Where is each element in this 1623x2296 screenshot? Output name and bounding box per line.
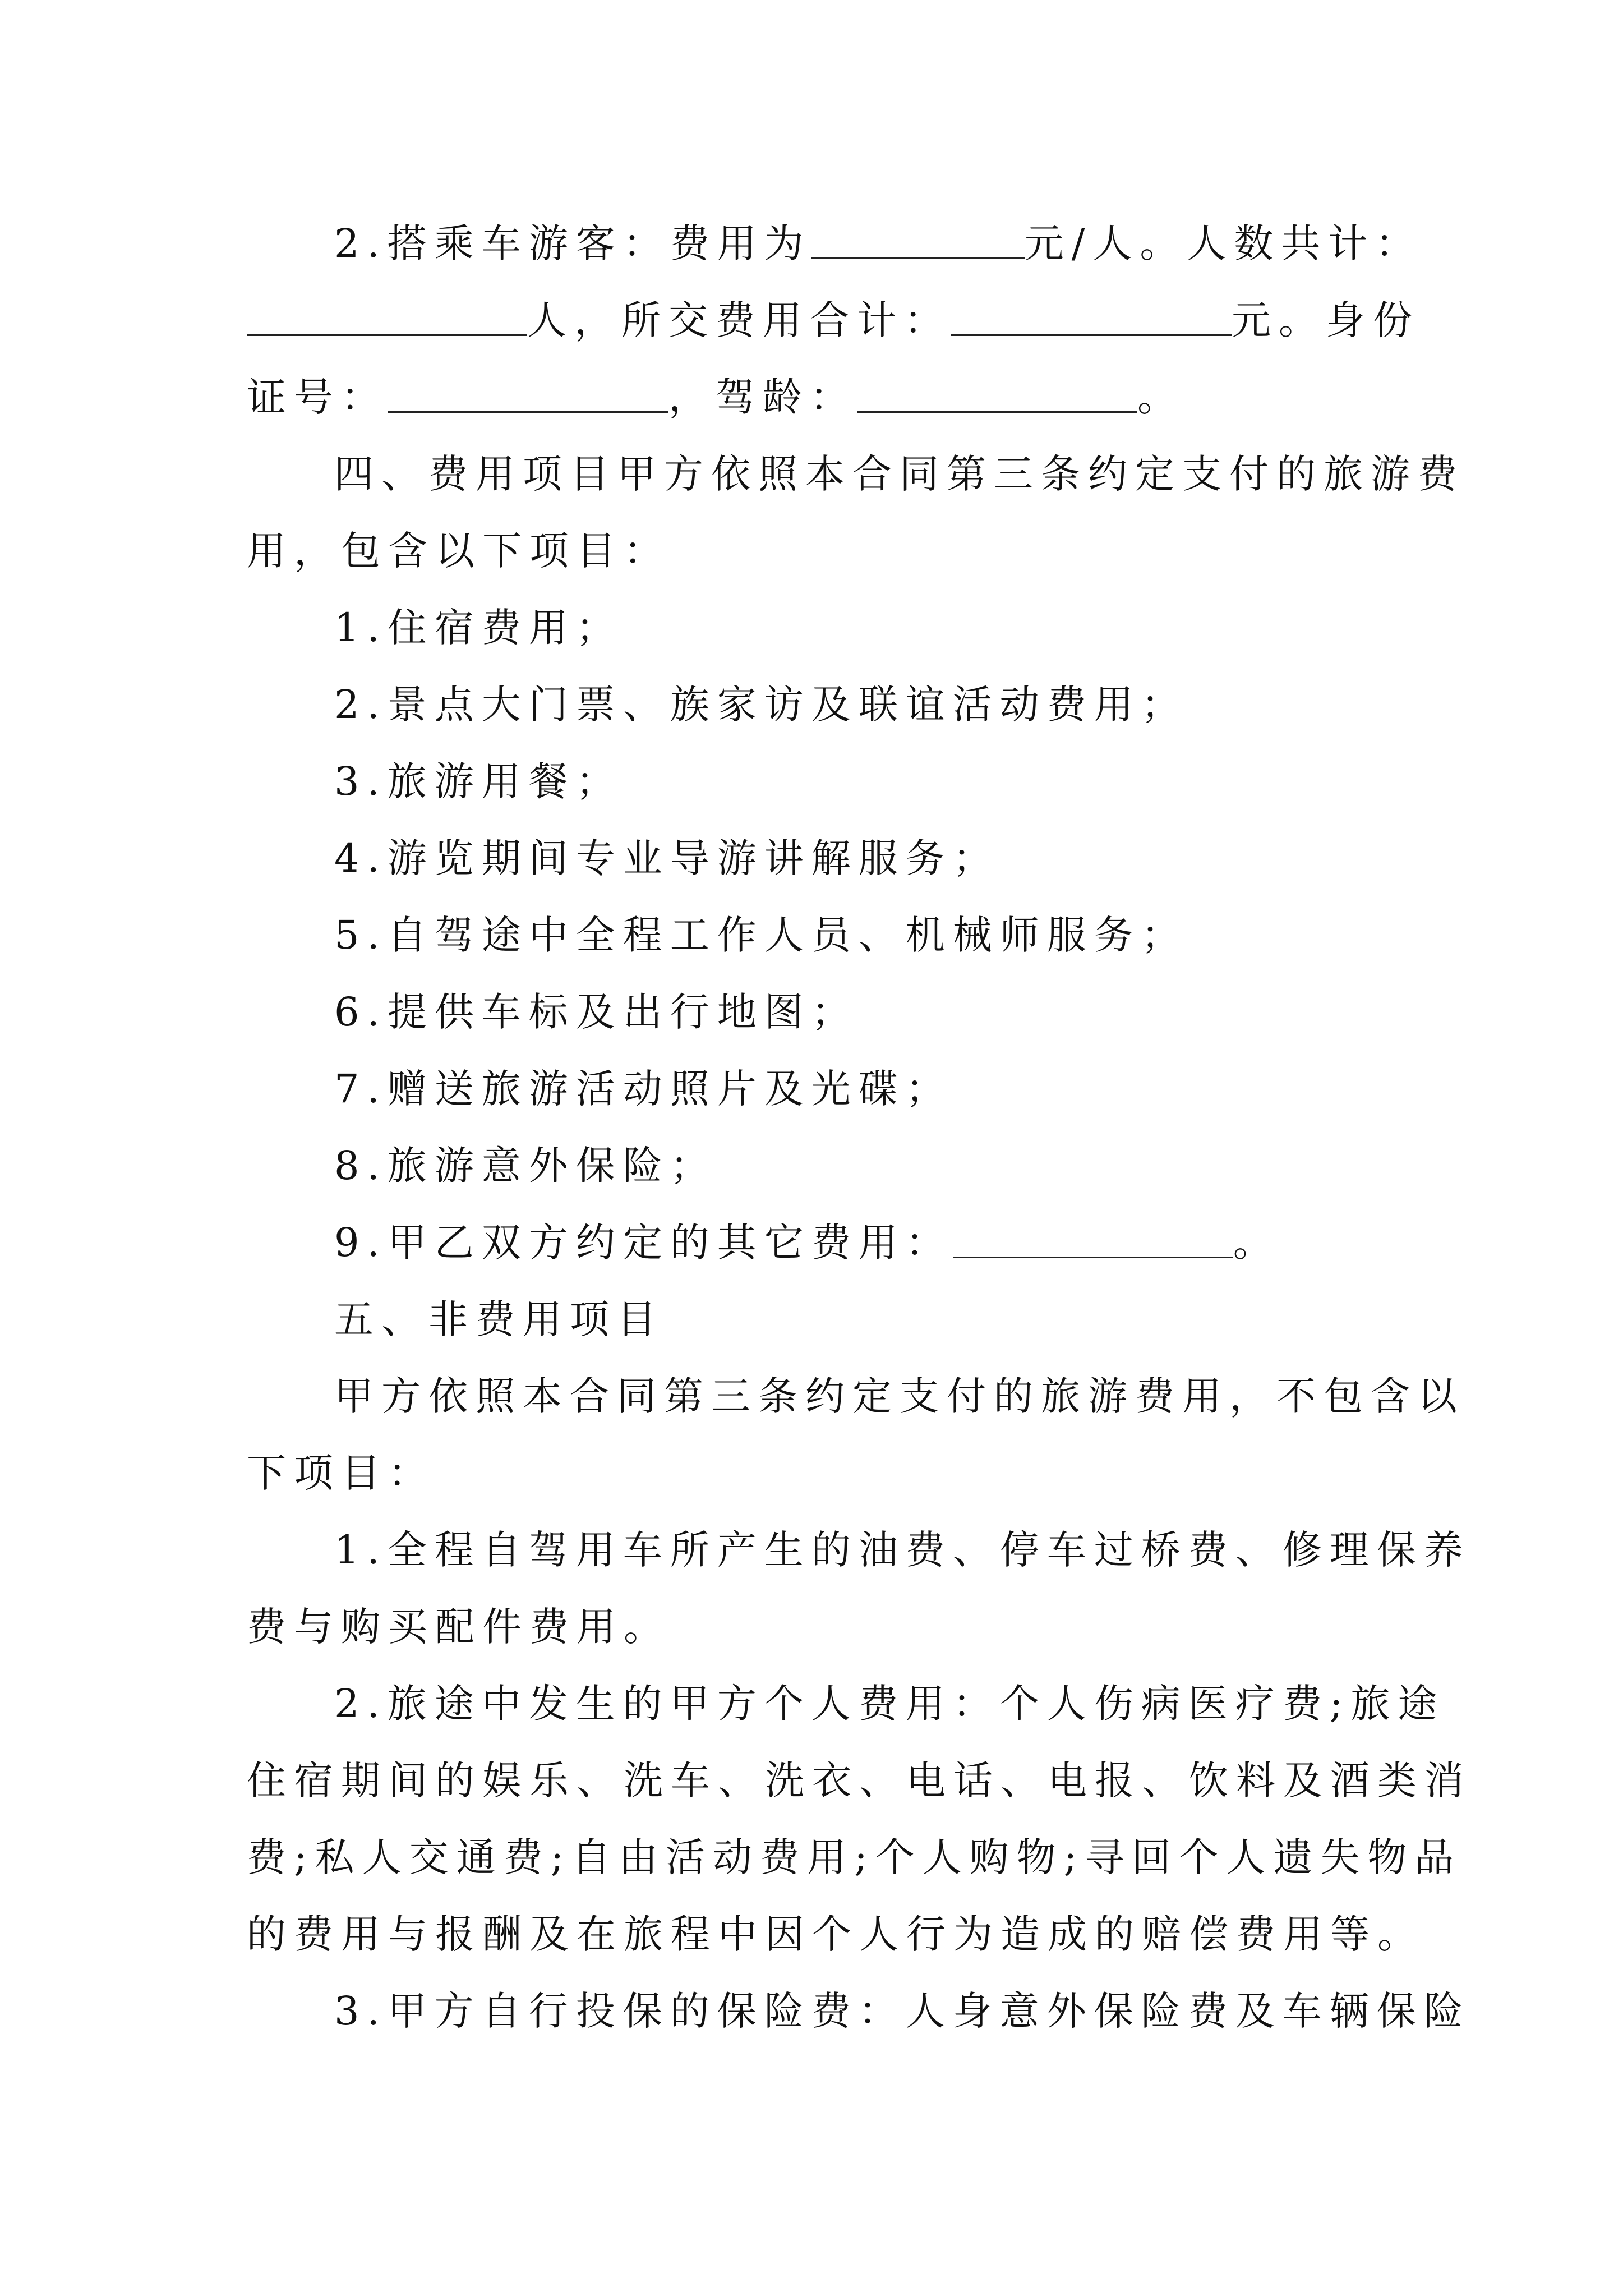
text-period: 。 [1137,374,1184,420]
blank-id-number [388,379,668,413]
text-period: 。 [1233,1220,1280,1266]
list-item: 4.游览期间专业导游讲解服务； [334,835,1000,881]
list-item: 5.自驾途中全程工作人员、机械师服务； [334,912,1188,958]
excluded-item-personal: 2.旅途中发生的甲方个人费用：个人伤病医疗费;旅途 住宿期间的娱乐、洗车、洗衣、电话、电报、饮料及酒类消 费;私人交通费;自由活动费用;个人购物;寻回个人遗失物品 的费用与报酬及在旅程中因个人行为造成的赔偿费用等。 [247,1681,1472,1957]
section-four-heading: 四、费用项目甲方依照本合同第三条约定支付的旅游费 用，包含以下项目： [247,451,1465,574]
text-headcount-label: 元/人。人数共计： [1024,220,1423,266]
list-item: 7.赠送旅游活动照片及光碟； [334,1066,953,1112]
blank-fee-per-person [811,225,1025,259]
excluded-item-fuel: 1.全程自驾用车所产生的油费、停车过桥费、修理保养 费与购买配件费用。 [247,1527,1471,1650]
excluded-item-insurance: 3.甲方自行投保的保险费：人身意外保险费及车辆保险 [334,1988,1471,2034]
section-five-intro: 甲方依照本合同第三条约定支付的旅游费用，不包含以 下项目： [247,1373,1465,1496]
blank-total-fee [951,302,1232,336]
list-item-other-fees [247,1204,1385,1281]
blank-driving-years [857,379,1137,413]
text-other-fees-label: 9.甲乙双方约定的其它费用： [334,1220,953,1266]
list-item: 8.旅游意外保险； [334,1143,717,1189]
text-driving-years-label: ，驾龄： [668,374,857,420]
list-item: 1.住宿费用； [334,605,623,651]
blank-headcount [247,302,527,336]
text-fee-label: 2.搭乘车游客：费用为 [334,220,811,266]
text-total-label: 人，所交费用合计： [527,297,951,343]
document-body [247,205,1472,2050]
list-item: 2.景点大门票、族家访及联谊活动费用； [334,682,1188,728]
paragraph-passenger-fee [247,205,1423,436]
blank-other-fees [953,1224,1233,1258]
list-item: 3.旅游用餐； [334,758,623,804]
text-id-label: 元。身份 [1232,297,1420,343]
text-id-number-label: 证号： [247,374,388,420]
list-item: 6.提供车标及出行地图； [334,989,859,1035]
section-five-heading: 五、非费用项目 [334,1296,664,1342]
